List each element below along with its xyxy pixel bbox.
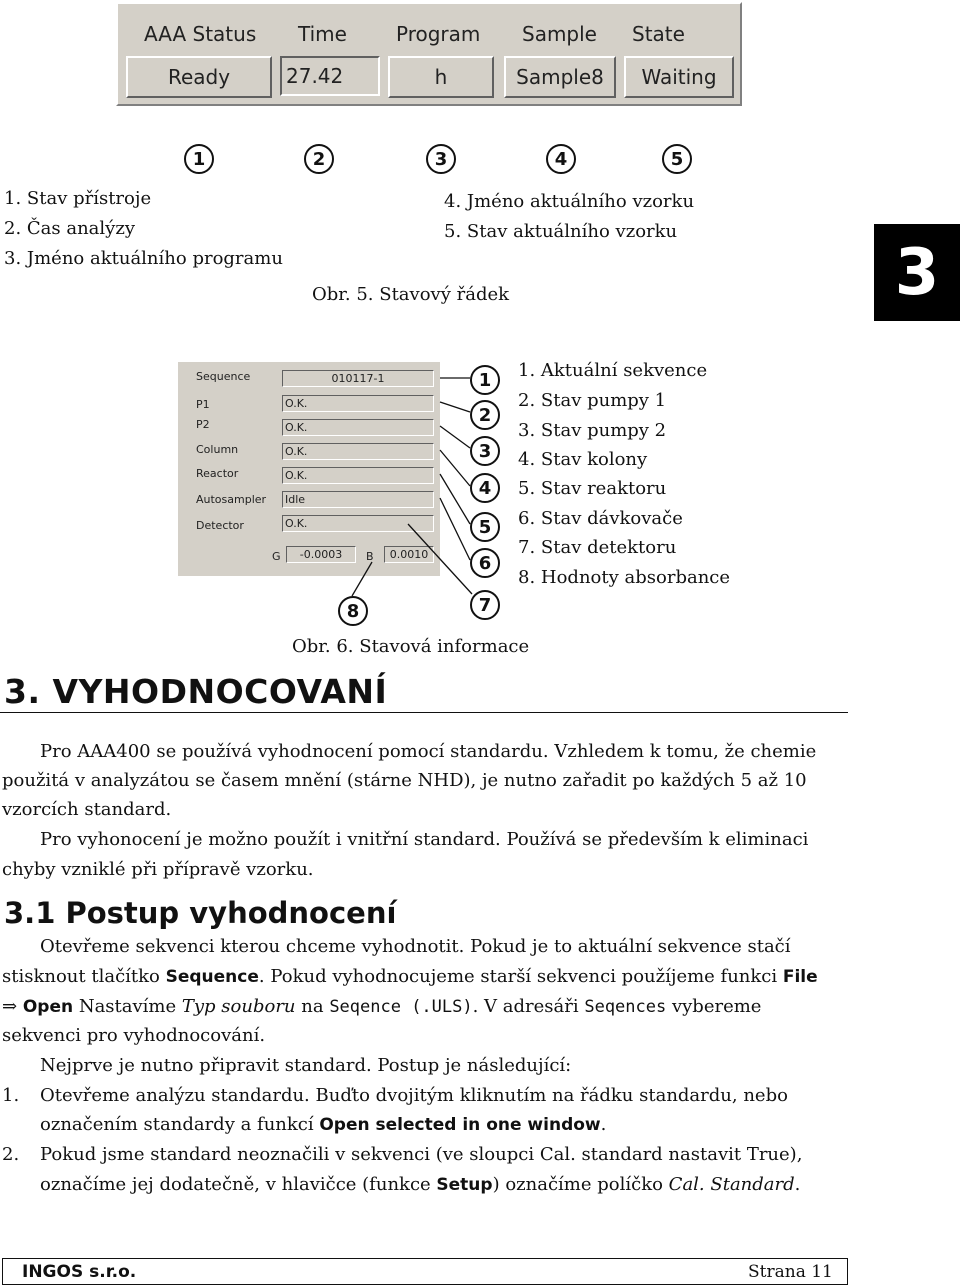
sequence-field: 010117-1 xyxy=(282,370,434,387)
status-header-program: Program xyxy=(396,22,481,46)
list-number: 2. xyxy=(2,1144,20,1165)
sequence-label: Sequence xyxy=(196,370,251,383)
text-run: stisknout tlačítko xyxy=(2,966,166,987)
status-state-button[interactable]: Waiting xyxy=(624,56,734,98)
legend-item: 1. Aktuální sekvence xyxy=(518,360,708,381)
paragraph-line: vzorcích standard. xyxy=(2,799,172,820)
file-menu-ref: File xyxy=(782,967,818,987)
menu-ref: Open selected in one window xyxy=(319,1115,601,1135)
paragraph-line: chyby vzniklé při přípravě vzorku. xyxy=(2,859,314,880)
text-run: . Pokud vyhodnocujeme starší sekvenci použíjeme funkci xyxy=(258,966,783,987)
arrow-icon: ⇒ xyxy=(2,996,18,1017)
paragraph-line: Pro AAA400 se používá vyhodnocení pomocí standardu. Vzhledem k tomu, že chemie xyxy=(40,741,817,762)
legend-item: 4. Jméno aktuálního vzorku xyxy=(444,191,695,212)
list-item-line: Otevřeme analýzu standardu. Buďto dvojitým kliknutím na řádku standardu, nebo xyxy=(40,1085,788,1106)
status-header-aaa: AAA Status xyxy=(144,22,257,46)
row-label: Reactor xyxy=(196,467,239,480)
g-value-field: -0.0003 xyxy=(286,546,356,563)
status-ready-button[interactable]: Ready xyxy=(126,56,272,98)
row-label: Column xyxy=(196,443,239,456)
text-run: vybereme xyxy=(666,996,762,1017)
row-value: O.K. xyxy=(282,515,434,532)
callout-4: 4 xyxy=(546,144,576,174)
row-value: O.K. xyxy=(282,443,434,460)
row-value: O.K. xyxy=(282,467,434,484)
b-label: B xyxy=(366,550,374,563)
menu-ref: Setup xyxy=(436,1175,493,1195)
legend-item: 2. Stav pumpy 1 xyxy=(518,390,667,411)
footer-page-number: Strana 11 xyxy=(748,1262,833,1282)
legend-item: 5. Stav reaktoru xyxy=(518,478,667,499)
callout-5: 5 xyxy=(470,512,500,542)
status-header-sample: Sample xyxy=(522,22,597,46)
row-label: P2 xyxy=(196,418,210,431)
legend-item: 7. Stav detektoru xyxy=(518,537,677,558)
text-run: na xyxy=(295,996,330,1017)
section-rule xyxy=(0,712,848,713)
legend-item: 8. Hodnoty absorbance xyxy=(518,567,731,588)
chapter-tab: 3 xyxy=(874,224,960,321)
subsection-heading: 3.1 Postup vyhodnocení xyxy=(4,896,397,930)
status-time-field: 27.42 xyxy=(280,56,380,96)
footer-border-right xyxy=(847,1258,848,1285)
status-sample-button[interactable]: Sample8 xyxy=(504,56,616,98)
list-item-line xyxy=(40,1114,606,1136)
callout-6: 6 xyxy=(470,548,500,578)
legend-item: 6. Stav dávkovače xyxy=(518,508,683,529)
status-program-button[interactable]: h xyxy=(388,56,494,98)
figure-caption: Obr. 6. Stavová informace xyxy=(292,636,530,657)
legend-item: 4. Stav kolony xyxy=(518,449,648,470)
legend-item: 3. Jméno aktuálního programu xyxy=(4,248,283,269)
footer-company: INGOS s.r.o. xyxy=(22,1262,137,1282)
paragraph-line: Otevřeme sekvenci kterou chceme vyhodnotit. Pokud je to aktuální sekvence stačí xyxy=(40,936,791,957)
b-value-field: 0.0010 xyxy=(384,546,434,563)
legend-item: 2. Čas analýzy xyxy=(4,218,135,239)
paragraph-line xyxy=(2,966,818,988)
callout-4: 4 xyxy=(470,473,500,503)
status-header-time: Time xyxy=(298,22,347,46)
footer-rule-bottom xyxy=(2,1284,848,1285)
row-value: O.K. xyxy=(282,395,434,412)
callout-1: 1 xyxy=(184,144,214,174)
callout-2: 2 xyxy=(304,144,334,174)
footer-rule-top xyxy=(2,1258,848,1259)
row-label: Detector xyxy=(196,519,244,532)
text-run: . xyxy=(600,1114,607,1135)
paragraph-line xyxy=(2,996,761,1018)
text-run: Nastavíme xyxy=(73,996,182,1017)
callout-3: 3 xyxy=(426,144,456,174)
legend-item: 5. Stav aktuálního vzorku xyxy=(444,221,678,242)
callout-3: 3 xyxy=(470,436,500,466)
callout-7: 7 xyxy=(470,590,500,620)
list-item-line: Pokud jsme standard neoznačili v sekvenci (ve sloupci Cal. standard nastavit True), xyxy=(40,1144,803,1165)
row-value: Idle xyxy=(282,491,434,508)
section-heading: 3. VYHODNOCOVANÍ xyxy=(4,672,388,711)
callout-5: 5 xyxy=(662,144,692,174)
row-value: O.K. xyxy=(282,419,434,436)
status-header-state: State xyxy=(632,22,685,46)
code-run: Seqence (.ULS) xyxy=(329,997,473,1017)
text-run: Cal. Standard xyxy=(668,1174,795,1195)
row-label: P1 xyxy=(196,398,210,411)
list-item-line xyxy=(40,1174,800,1196)
open-menu-ref: Open xyxy=(22,997,74,1017)
callout-1: 1 xyxy=(470,365,500,395)
text-run: . xyxy=(794,1174,801,1195)
paragraph-line: sekvenci pro vyhodnocování. xyxy=(2,1025,266,1046)
row-label: Autosampler xyxy=(196,493,267,506)
footer-border-left xyxy=(2,1258,3,1285)
list-number: 1. xyxy=(2,1085,20,1106)
sequence-button-ref: Sequence xyxy=(165,967,259,987)
text-run: Typ souboru xyxy=(181,996,296,1017)
figure-caption: Obr. 5. Stavový řádek xyxy=(312,284,510,305)
paragraph-line: použitá v analyzátou se časem mnění (stárne NHD), je nutno zařadit po každých 5 až 10 xyxy=(2,770,807,791)
legend-item: 1. Stav přístroje xyxy=(4,188,152,209)
text-run: označením standardy a funkcí xyxy=(40,1114,320,1135)
text-run: označíme jej dodatečně, v hlavičce (funkce xyxy=(40,1174,437,1195)
paragraph-line: Nejprve je nutno připravit standard. Postup je následující: xyxy=(40,1055,572,1076)
legend-item: 3. Stav pumpy 2 xyxy=(518,420,667,441)
callout-8: 8 xyxy=(338,596,368,626)
text-run: ) označíme políčko xyxy=(492,1174,669,1195)
paragraph-line: Pro vyhonocení je možno použít i vnitřní standard. Používá se především k eliminaci xyxy=(40,829,809,850)
text-run: . V adresáři xyxy=(472,996,585,1017)
g-label: G xyxy=(272,550,281,563)
callout-2: 2 xyxy=(470,400,500,430)
code-run: Seqences xyxy=(584,997,667,1017)
